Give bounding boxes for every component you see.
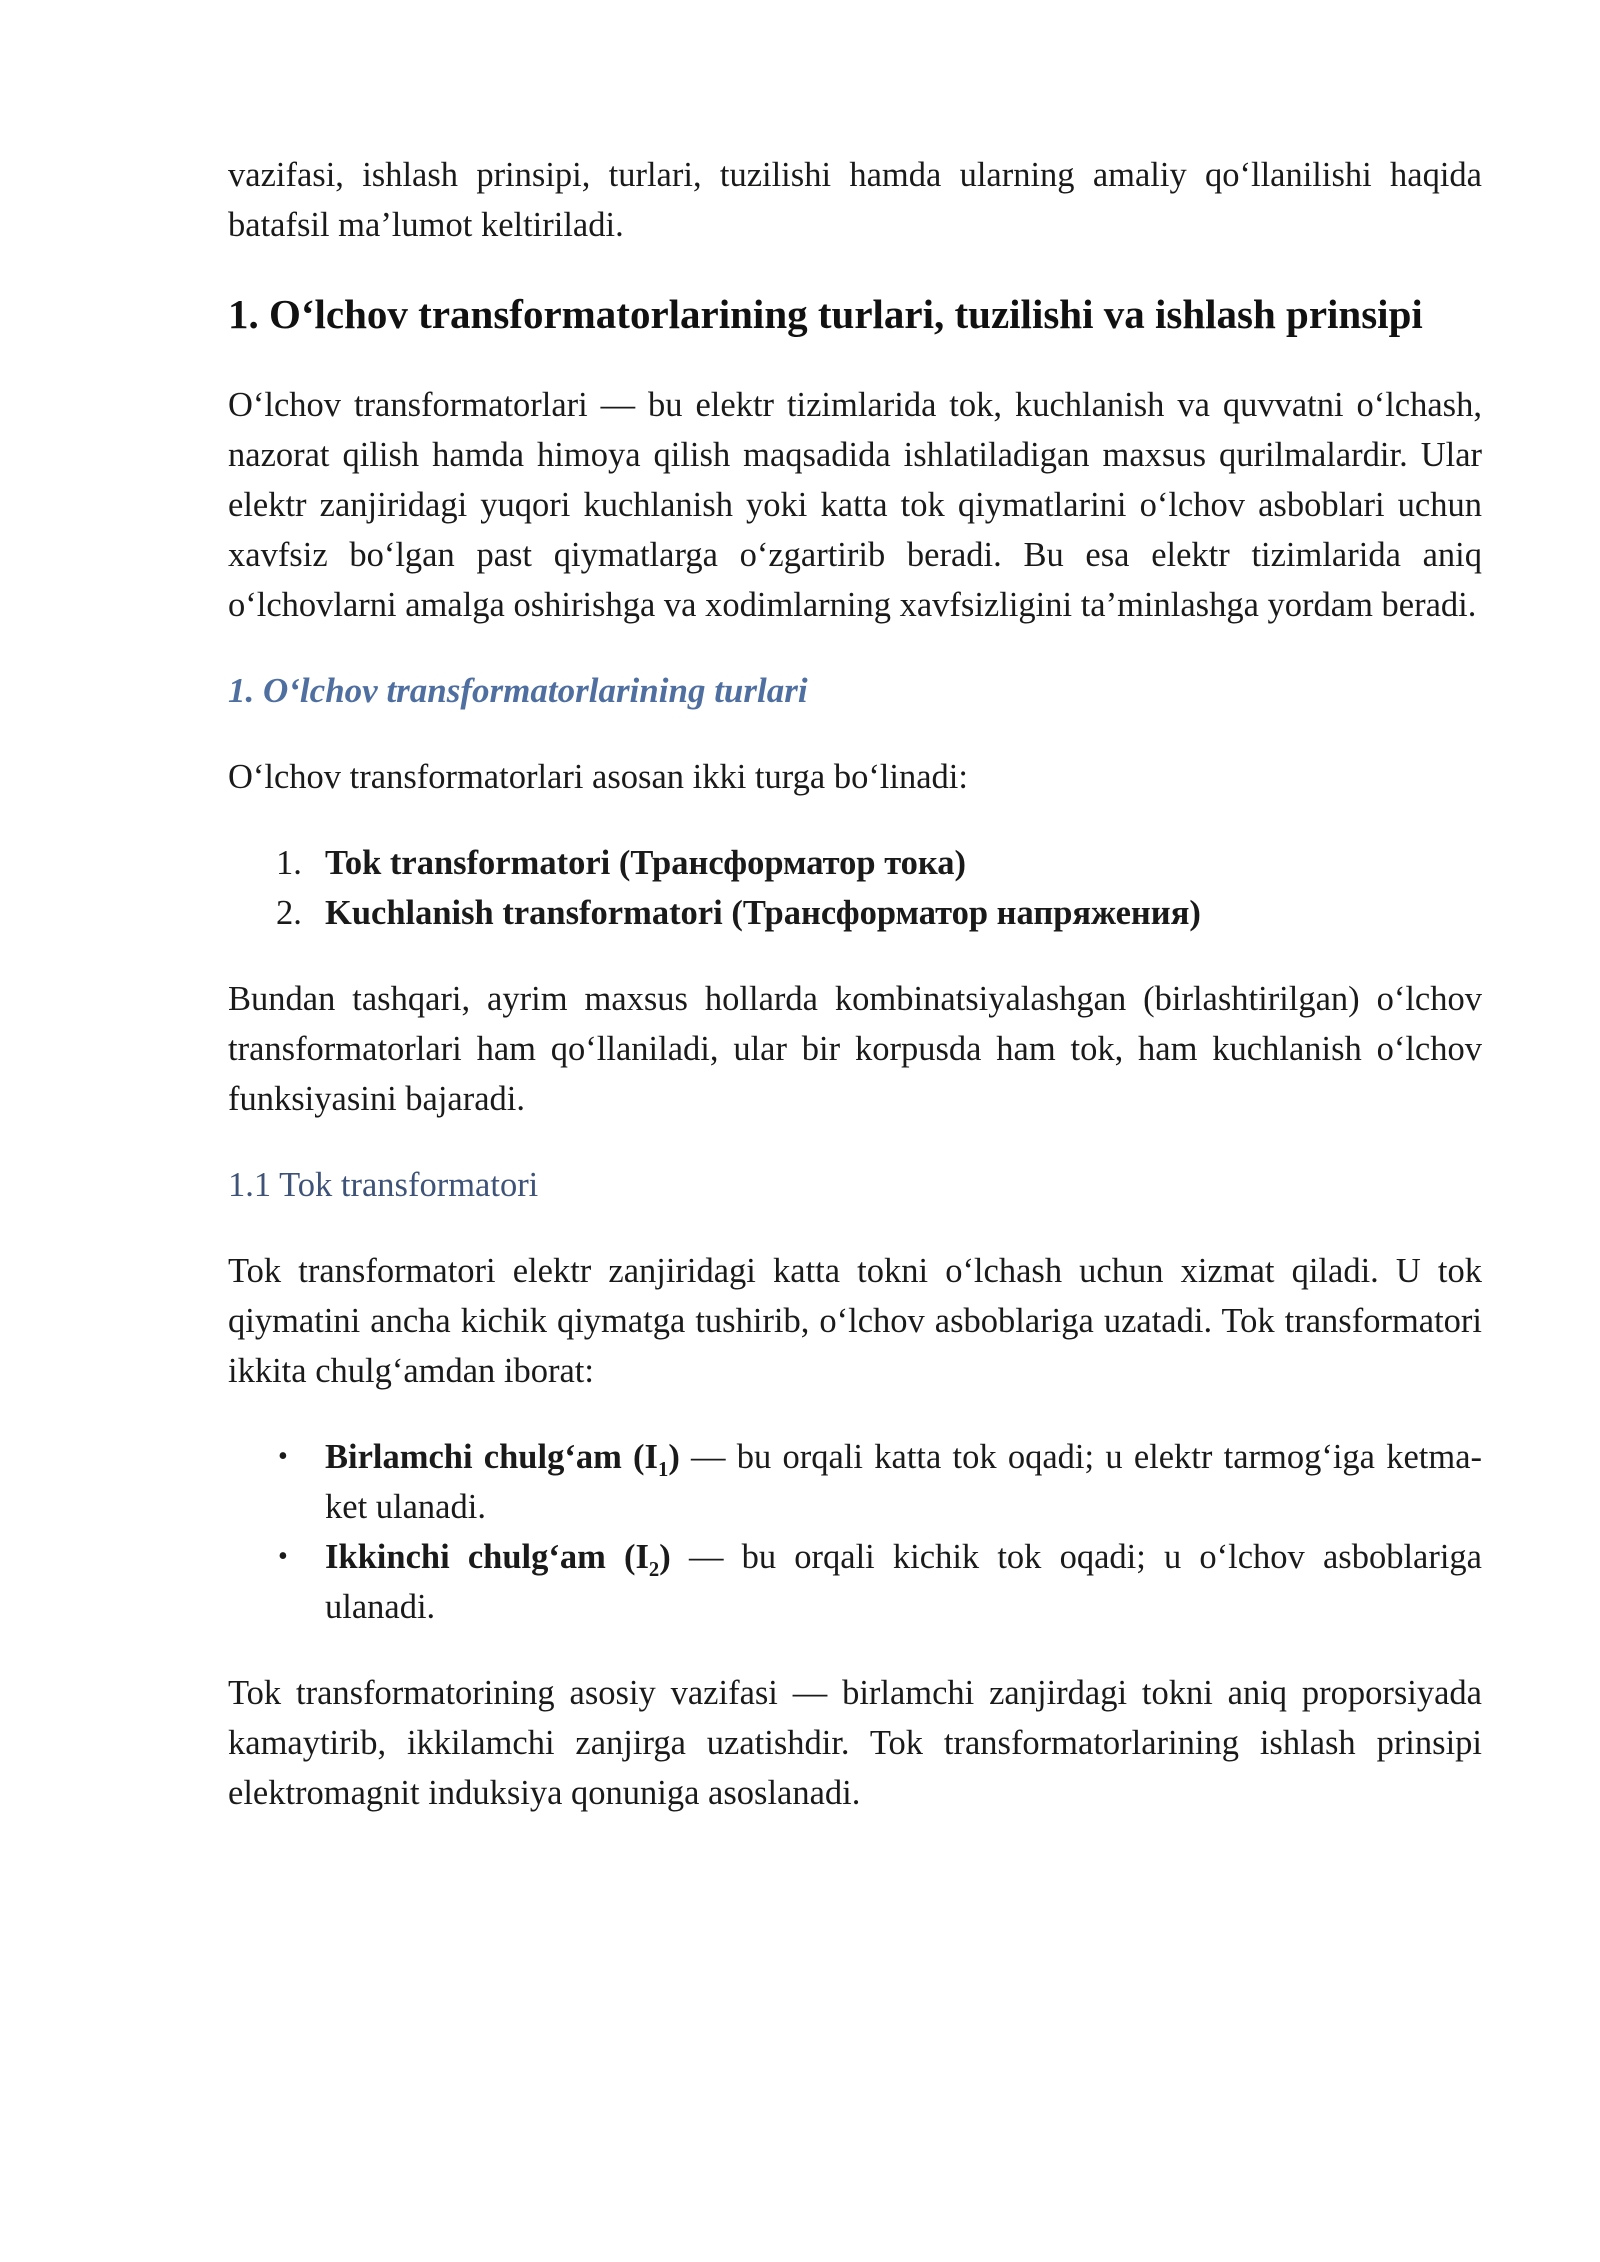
ct-function-paragraph: Tok transformatorining asosiy vazifasi — birlamchi zanjirdagi tokni aniq proporsiyada kamaytirib, ikkilamchi zanjirga uzatishdir. Tok transformatorlarining ishlash prinsipi elektromagnit induksiya qonuniga asoslanadi. — [228, 1674, 1482, 1812]
winding-label: Birlamchi chulg‘am $(I_1)$ — [325, 1438, 680, 1481]
winding-subscript: 2 — [648, 1558, 660, 1581]
types-intro-paragraph: O‘lchov transformatorlari asosan ikki turga bo‘linadi: — [228, 758, 968, 796]
windings-list — [228, 1432, 1482, 1632]
definition-paragraph: O‘lchov transformatorlari — bu elektr tizimlarida tok, kuchlanish va quvvatni o‘lchash, nazorat qilish hamda himoya qilish maqsadida ishlatiladigan maxsus qurilmalardir. Ular elektr zanjiridagi yuqori kuchlanish yoki katta tok qiymatlarini o‘lchov asboblari uchun xavfsiz bo‘lgan past qiymatlarga o‘zgartirib beradi. Bu esa elektr tizimlarida aniq o‘lchovlarni amalga oshirishga va xodimlarning xavfsizligini ta’minlashga yordam beradi. — [228, 386, 1482, 624]
current-transformer-paragraph: Tok transformatori elektr zanjiridagi katta tokni o‘lchash uchun xizmat qiladi. U tok qiymatini ancha kichik qiymatga tushirib, o‘lchov asboblariga uzatadi. Tok transformatori ikkita chulg‘amdan iborat: — [228, 1252, 1482, 1390]
types-list — [228, 838, 1482, 938]
list-item-number: 1. — [276, 844, 302, 882]
list-item — [228, 1432, 1482, 1532]
bullet-icon: • — [278, 1441, 288, 1472]
types-heading: 1. O‘lchov transformatorlarining turlari — [228, 671, 808, 710]
list-item-number: 2. — [276, 894, 302, 932]
combined-transformer-paragraph: Bundan tashqari, ayrim maxsus hollarda kombinatsiyalashgan (birlashtirilgan) o‘lchov transformatorlari ham qo‘llaniladi, ular bir korpusda ham tok, ham kuchlanish o‘lchov funksiyasini bajaradi. — [228, 980, 1482, 1118]
list-item — [228, 838, 1482, 888]
list-item-text: Kuchlanish transformatori (Трансформатор напряжения) — [325, 894, 1201, 932]
current-transformer-heading: 1.1 Tok transformatori — [228, 1166, 539, 1204]
list-item — [228, 1532, 1482, 1632]
list-item-text: Tok transformatori (Трансформатор тока) — [325, 844, 967, 882]
bullet-icon: • — [278, 1541, 288, 1572]
list-item — [228, 888, 1482, 938]
winding-description: — bu orqali kichik tok oqadi; u o‘lchov asboblariga ulanadi. — [325, 1538, 1482, 1626]
winding-description: — bu orqali katta tok oqadi; u elektr tarmog‘iga ketma-ket ulanadi. — [325, 1438, 1482, 1526]
section-heading: 1. O‘lchov transformatorlarining turlari, tuzilishi va ishlash prinsipi — [228, 291, 1423, 337]
winding-label: Ikkinchi chulg‘am $(I_2)$ — [325, 1538, 671, 1581]
intro-continued-paragraph: vazifasi, ishlash prinsipi, turlari, tuzilishi hamda ularning amaliy qo‘llanilishi haqida batafsil ma’lumot keltiriladi. — [228, 156, 1482, 244]
winding-subscript: 1 — [657, 1458, 669, 1481]
